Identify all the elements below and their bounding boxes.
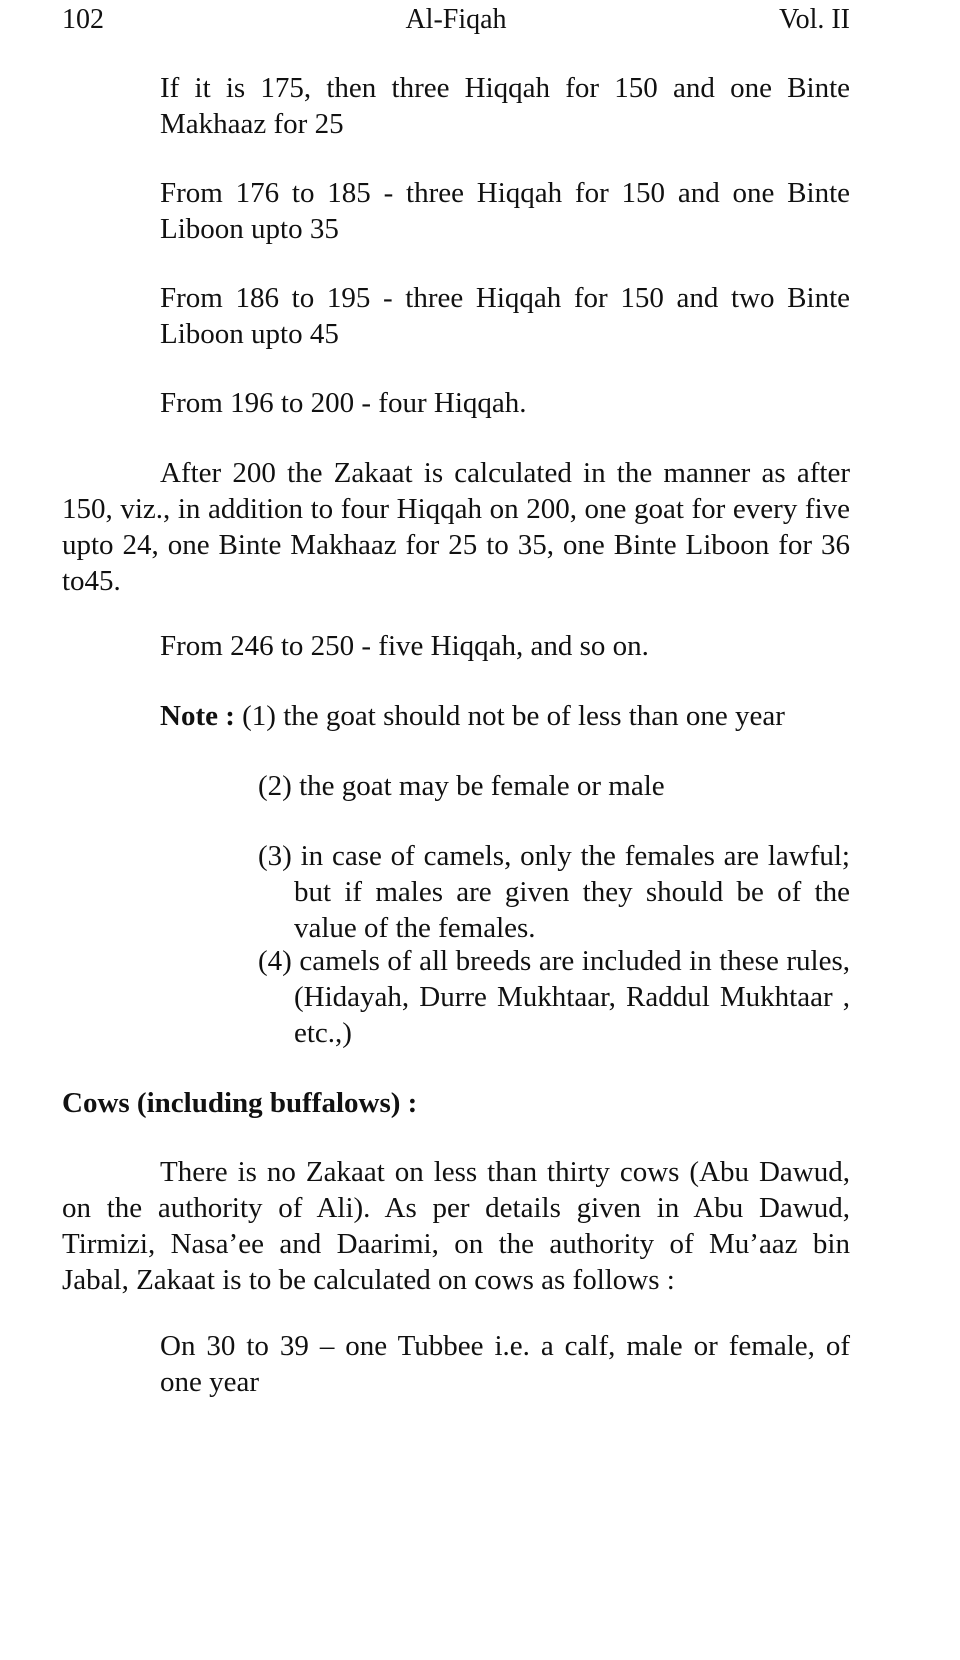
note-item-4: (4) camels of all breeds are included in these rules, (Hidayah, Durre Mukhtaar, Raddul Mukhtaar , etc.,) [258, 945, 850, 1049]
paragraph-186-195: From 186 to 195 - three Hiqqah for 150 and two Binte Liboon upto 45 [160, 282, 850, 350]
cows-intro-paragraph: There is no Zakaat on less than thirty cows (Abu Dawud, on the authority of Ali). As per details given in Abu Dawud, Tirmizi, Nasa’ee and Daarimi, on the authority of Mu’aaz bin Jabal, Zakaat is to be calculated on cows as follows : [62, 1156, 850, 1296]
paragraph-246-250: From 246 to 250 - five Hiqqah, and so on. [160, 630, 649, 662]
page-header [62, 2, 850, 42]
volume-label: Vol. II [778, 4, 850, 35]
paragraph-176-185: From 176 to 185 - three Hiqqah for 150 and one Binte Liboon upto 35 [160, 177, 850, 245]
note-item-3: (3) in case of camels, only the females are lawful; but if males are given they should be of the value of the females. [258, 840, 850, 944]
page-number: 102 [62, 4, 104, 35]
note-line-1 [160, 698, 850, 734]
cows-heading: Cows (including buffalows) : [62, 1087, 418, 1119]
note-item-1: (1) the goat should not be of less than one year [242, 700, 785, 732]
paragraph-175: If it is 175, then three Hiqqah for 150 and one Binte Makhaaz for 25 [160, 72, 850, 140]
paragraph-196-200: From 196 to 200 - four Hiqqah. [160, 387, 527, 419]
book-title: Al-Fiqah [405, 4, 507, 35]
note-item-2: (2) the goat may be female or male [258, 770, 665, 802]
paragraph-after-200: After 200 the Zakaat is calculated in the manner as after 150, viz., in addition to four Hiqqah on 200, one goat for every five upto 24, one Binte Makhaaz for 25 to 35, one Binte Liboon for 36 to45. [62, 457, 850, 597]
note-label: Note : [160, 700, 235, 732]
cows-rule-30-39: On 30 to 39 – one Tubbee i.e. a calf, male or female, of one year [160, 1330, 850, 1398]
